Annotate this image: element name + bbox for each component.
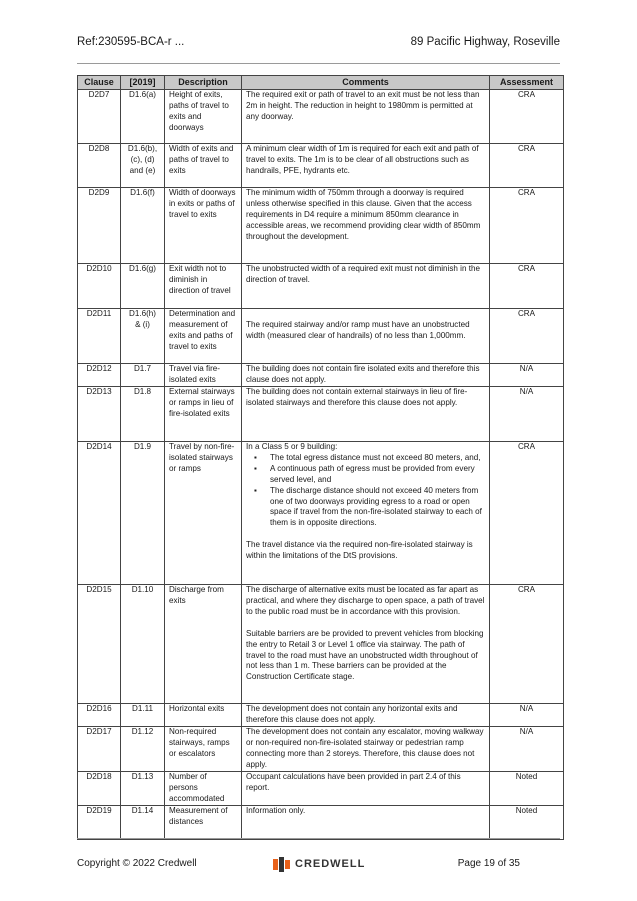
clause-cell: D2D12 bbox=[78, 364, 121, 387]
header-divider bbox=[77, 63, 560, 64]
description-cell: Determination and measurement of exits and paths of travel to exits bbox=[165, 309, 242, 364]
comment-paragraph: Suitable barriers are be provided to prevent vehicles from blocking the entry to Retail 3 or Level 1 office via stairway. The path of travel to the road must have an unobstructed width throughout of not less than 1 m. These barriers can be provided at the Construction Certificate stage. bbox=[246, 628, 484, 682]
ref-line: D1.6(b), bbox=[127, 144, 158, 153]
ref-cell bbox=[121, 771, 165, 805]
comments-cell bbox=[242, 188, 490, 264]
comments-cell bbox=[242, 387, 490, 442]
table-row bbox=[78, 442, 564, 585]
ref-line: D1.12 bbox=[131, 726, 154, 736]
description-cell: Width of doorways in exits or paths of travel to exits bbox=[165, 188, 242, 264]
ref-cell bbox=[121, 442, 165, 585]
header-comments: Comments bbox=[242, 76, 490, 90]
comment-paragraph: The development does not contain any escalator, moving walkway or non-required non-fire-isolated stairway or pedestrian ramp connecting more than 2 storeys. Therefore, this clause does not apply. bbox=[246, 726, 484, 769]
comment-paragraph: Occupant calculations have been provided in part 2.4 of this report. bbox=[246, 771, 461, 792]
ref-line: & (i) bbox=[135, 319, 150, 329]
assessment-cell: N/A bbox=[490, 387, 564, 442]
header-description: Description bbox=[165, 76, 242, 90]
ref-cell bbox=[121, 90, 165, 144]
header-clause: Clause bbox=[78, 76, 121, 90]
clause-cell: D2D13 bbox=[78, 387, 121, 442]
clause-cell: D2D19 bbox=[78, 805, 121, 839]
assessment-cell: N/A bbox=[490, 726, 564, 771]
comment-bullet: ▪ The discharge distance should not exceed 40 meters from one of two doorways providing egress to a road or open space if travel from the non-fire-isolated stairway to each of them is in opposite directions. bbox=[270, 486, 485, 530]
comment-paragraph: The development does not contain any horizontal exits and therefore this clause does not apply. bbox=[246, 704, 458, 724]
ref-line: and (e) bbox=[129, 165, 156, 175]
comments-cell bbox=[242, 585, 490, 704]
paragraph-gap bbox=[246, 309, 485, 320]
table-header-row bbox=[78, 76, 564, 90]
table-row bbox=[78, 144, 564, 188]
clause-cell: D2D11 bbox=[78, 309, 121, 364]
comment-paragraph: The discharge of alternative exits must be located as far apart as practical, and where they discharge to open space, a path of travel to the public road must be in accordance with this provision. bbox=[246, 585, 485, 616]
ref-cell bbox=[121, 309, 165, 364]
table-row bbox=[78, 188, 564, 264]
comments-cell bbox=[242, 144, 490, 188]
ref-line: D1.13 bbox=[131, 771, 154, 781]
description-cell: Number of persons accommodated bbox=[165, 771, 242, 805]
assessment-cell: N/A bbox=[490, 364, 564, 387]
comments-cell bbox=[242, 309, 490, 364]
description-cell: Travel via fire-isolated exits bbox=[165, 364, 242, 387]
table-row bbox=[78, 805, 564, 839]
comments-cell bbox=[242, 364, 490, 387]
assessment-cell: CRA bbox=[490, 442, 564, 585]
description-cell: Horizontal exits bbox=[165, 704, 242, 727]
page-header bbox=[77, 36, 560, 56]
assessment-cell: CRA bbox=[490, 188, 564, 264]
comment-bullet: ▪ The total egress distance must not exceed 80 meters, and, bbox=[270, 453, 485, 464]
comment-paragraph: The minimum width of 750mm through a doorway is required unless otherwise specified in this clause. Given that the access requirements in D4 require a minimum 850mm clearance in accessible areas, we recommend providing clear width of 850mm throughout the development. bbox=[246, 188, 481, 241]
comment-paragraph: A minimum clear width of 1m is required for each exit and path of travel to exits. The 1m is to be clear of all obstructions such as handrails, PFE, hydrants etc. bbox=[246, 144, 479, 175]
report-reference: Ref:230595-BCA-r ... bbox=[77, 36, 185, 48]
comment-paragraph: The required stairway and/or ramp must have an unobstructed width (measured clear of handrails) of no less than 1,000mm. bbox=[246, 320, 470, 340]
ref-cell bbox=[121, 387, 165, 442]
ref-line: D1.11 bbox=[132, 704, 153, 713]
compliance-table bbox=[77, 75, 564, 840]
logo-wordmark: CREDWELL bbox=[295, 858, 366, 870]
clause-cell: D2D18 bbox=[78, 771, 121, 805]
table-row bbox=[78, 387, 564, 442]
clause-cell: D2D14 bbox=[78, 442, 121, 585]
ref-cell bbox=[121, 144, 165, 188]
assessment-cell: CRA bbox=[490, 144, 564, 188]
clause-cell: D2D17 bbox=[78, 726, 121, 771]
ref-line: (c), (d) bbox=[130, 154, 155, 164]
comments-cell bbox=[242, 805, 490, 839]
ref-line: D1.8 bbox=[133, 387, 152, 396]
ref-line: D1.6(a) bbox=[129, 90, 156, 99]
clause-cell: D2D9 bbox=[78, 188, 121, 264]
comments-cell bbox=[242, 264, 490, 309]
ref-cell bbox=[121, 704, 165, 727]
ref-line: D1.10 bbox=[131, 585, 154, 594]
assessment-cell: Noted bbox=[490, 771, 564, 805]
ref-cell bbox=[121, 726, 165, 771]
page-number: Page 19 of 35 bbox=[457, 858, 520, 869]
table-row bbox=[78, 726, 564, 771]
description-cell: External stairways or ramps in lieu of fire-isolated exits bbox=[165, 387, 242, 442]
comment-paragraph: The building does not contain fire isolated exits and therefore this clause does not apply. bbox=[246, 364, 480, 384]
comment-paragraph: Information only. bbox=[246, 805, 306, 815]
clause-cell: D2D15 bbox=[78, 585, 121, 704]
comment-paragraph: The required exit or path of travel to an exit must be not less than 2m in height. The reduction in height to 1980mm is permitted at any doorway. bbox=[246, 90, 480, 121]
table-row bbox=[78, 90, 564, 144]
ref-line: D1.6(g) bbox=[129, 264, 156, 273]
comment-paragraph: The building does not contain external stairways in lieu of fire-isolated stairways and therefore this clause does not apply. bbox=[246, 387, 468, 407]
ref-line: D1.7 bbox=[133, 364, 152, 373]
copyright-text: Copyright © 2022 Credwell bbox=[77, 858, 197, 869]
comment-paragraph: The unobstructed width of a required exit must not diminish in the direction of travel. bbox=[246, 264, 480, 284]
description-cell: Measurement of distances bbox=[165, 805, 242, 839]
comments-cell bbox=[242, 771, 490, 805]
credwell-logo bbox=[273, 856, 365, 872]
description-cell: Height of exits, paths of travel to exits and doorways bbox=[165, 90, 242, 144]
ref-cell bbox=[121, 585, 165, 704]
clause-cell: D2D10 bbox=[78, 264, 121, 309]
assessment-cell: Noted bbox=[490, 805, 564, 839]
comment-intro: In a Class 5 or 9 building: bbox=[246, 442, 338, 451]
assessment-cell: N/A bbox=[490, 704, 564, 727]
comment-bullet: ▪ A continuous path of egress must be provided from every served level, and bbox=[270, 464, 485, 486]
description-cell: Travel by non-fire-isolated stairways or ramps bbox=[165, 442, 242, 585]
comment-outro: The travel distance via the required non-fire-isolated stairway is within the limitations of the DtS provisions. bbox=[246, 540, 473, 561]
ref-cell bbox=[121, 264, 165, 309]
assessment-cell: CRA bbox=[490, 264, 564, 309]
table-row bbox=[78, 704, 564, 727]
header-ref: [2019] bbox=[121, 76, 165, 90]
table-row bbox=[78, 771, 564, 805]
comment-bullet-list bbox=[246, 453, 485, 529]
paragraph-gap bbox=[246, 529, 485, 540]
clause-cell: D2D16 bbox=[78, 704, 121, 727]
table-row bbox=[78, 264, 564, 309]
ref-line: D1.9 bbox=[133, 442, 152, 451]
paragraph-gap bbox=[246, 618, 485, 629]
page-footer bbox=[77, 857, 560, 875]
credwell-logo-icon bbox=[273, 857, 291, 872]
ref-cell bbox=[121, 805, 165, 839]
ref-cell bbox=[121, 364, 165, 387]
assessment-cell: CRA bbox=[490, 309, 564, 364]
table-row bbox=[78, 309, 564, 364]
ref-line: D1.6(h) bbox=[129, 309, 156, 318]
ref-line: D1.14 bbox=[131, 805, 154, 815]
assessment-cell: CRA bbox=[490, 90, 564, 144]
ref-line: D1.6(f) bbox=[130, 188, 155, 197]
table-row bbox=[78, 364, 564, 387]
header-assessment: Assessment bbox=[490, 76, 564, 90]
description-cell: Discharge from exits bbox=[165, 585, 242, 704]
description-cell: Exit width not to diminish in direction of travel bbox=[165, 264, 242, 309]
clause-cell: D2D8 bbox=[78, 144, 121, 188]
description-cell: Width of exits and paths of travel to exits bbox=[165, 144, 242, 188]
footer-divider bbox=[77, 838, 560, 839]
ref-cell bbox=[121, 188, 165, 264]
comments-cell bbox=[242, 726, 490, 771]
comments-cell bbox=[242, 90, 490, 144]
description-cell: Non-required stairways, ramps or escalators bbox=[165, 726, 242, 771]
table-row bbox=[78, 585, 564, 704]
site-address: 89 Pacific Highway, Roseville bbox=[410, 36, 560, 48]
assessment-cell: CRA bbox=[490, 585, 564, 704]
clause-cell: D2D7 bbox=[78, 90, 121, 144]
comments-cell bbox=[242, 704, 490, 727]
comments-cell bbox=[242, 442, 490, 585]
